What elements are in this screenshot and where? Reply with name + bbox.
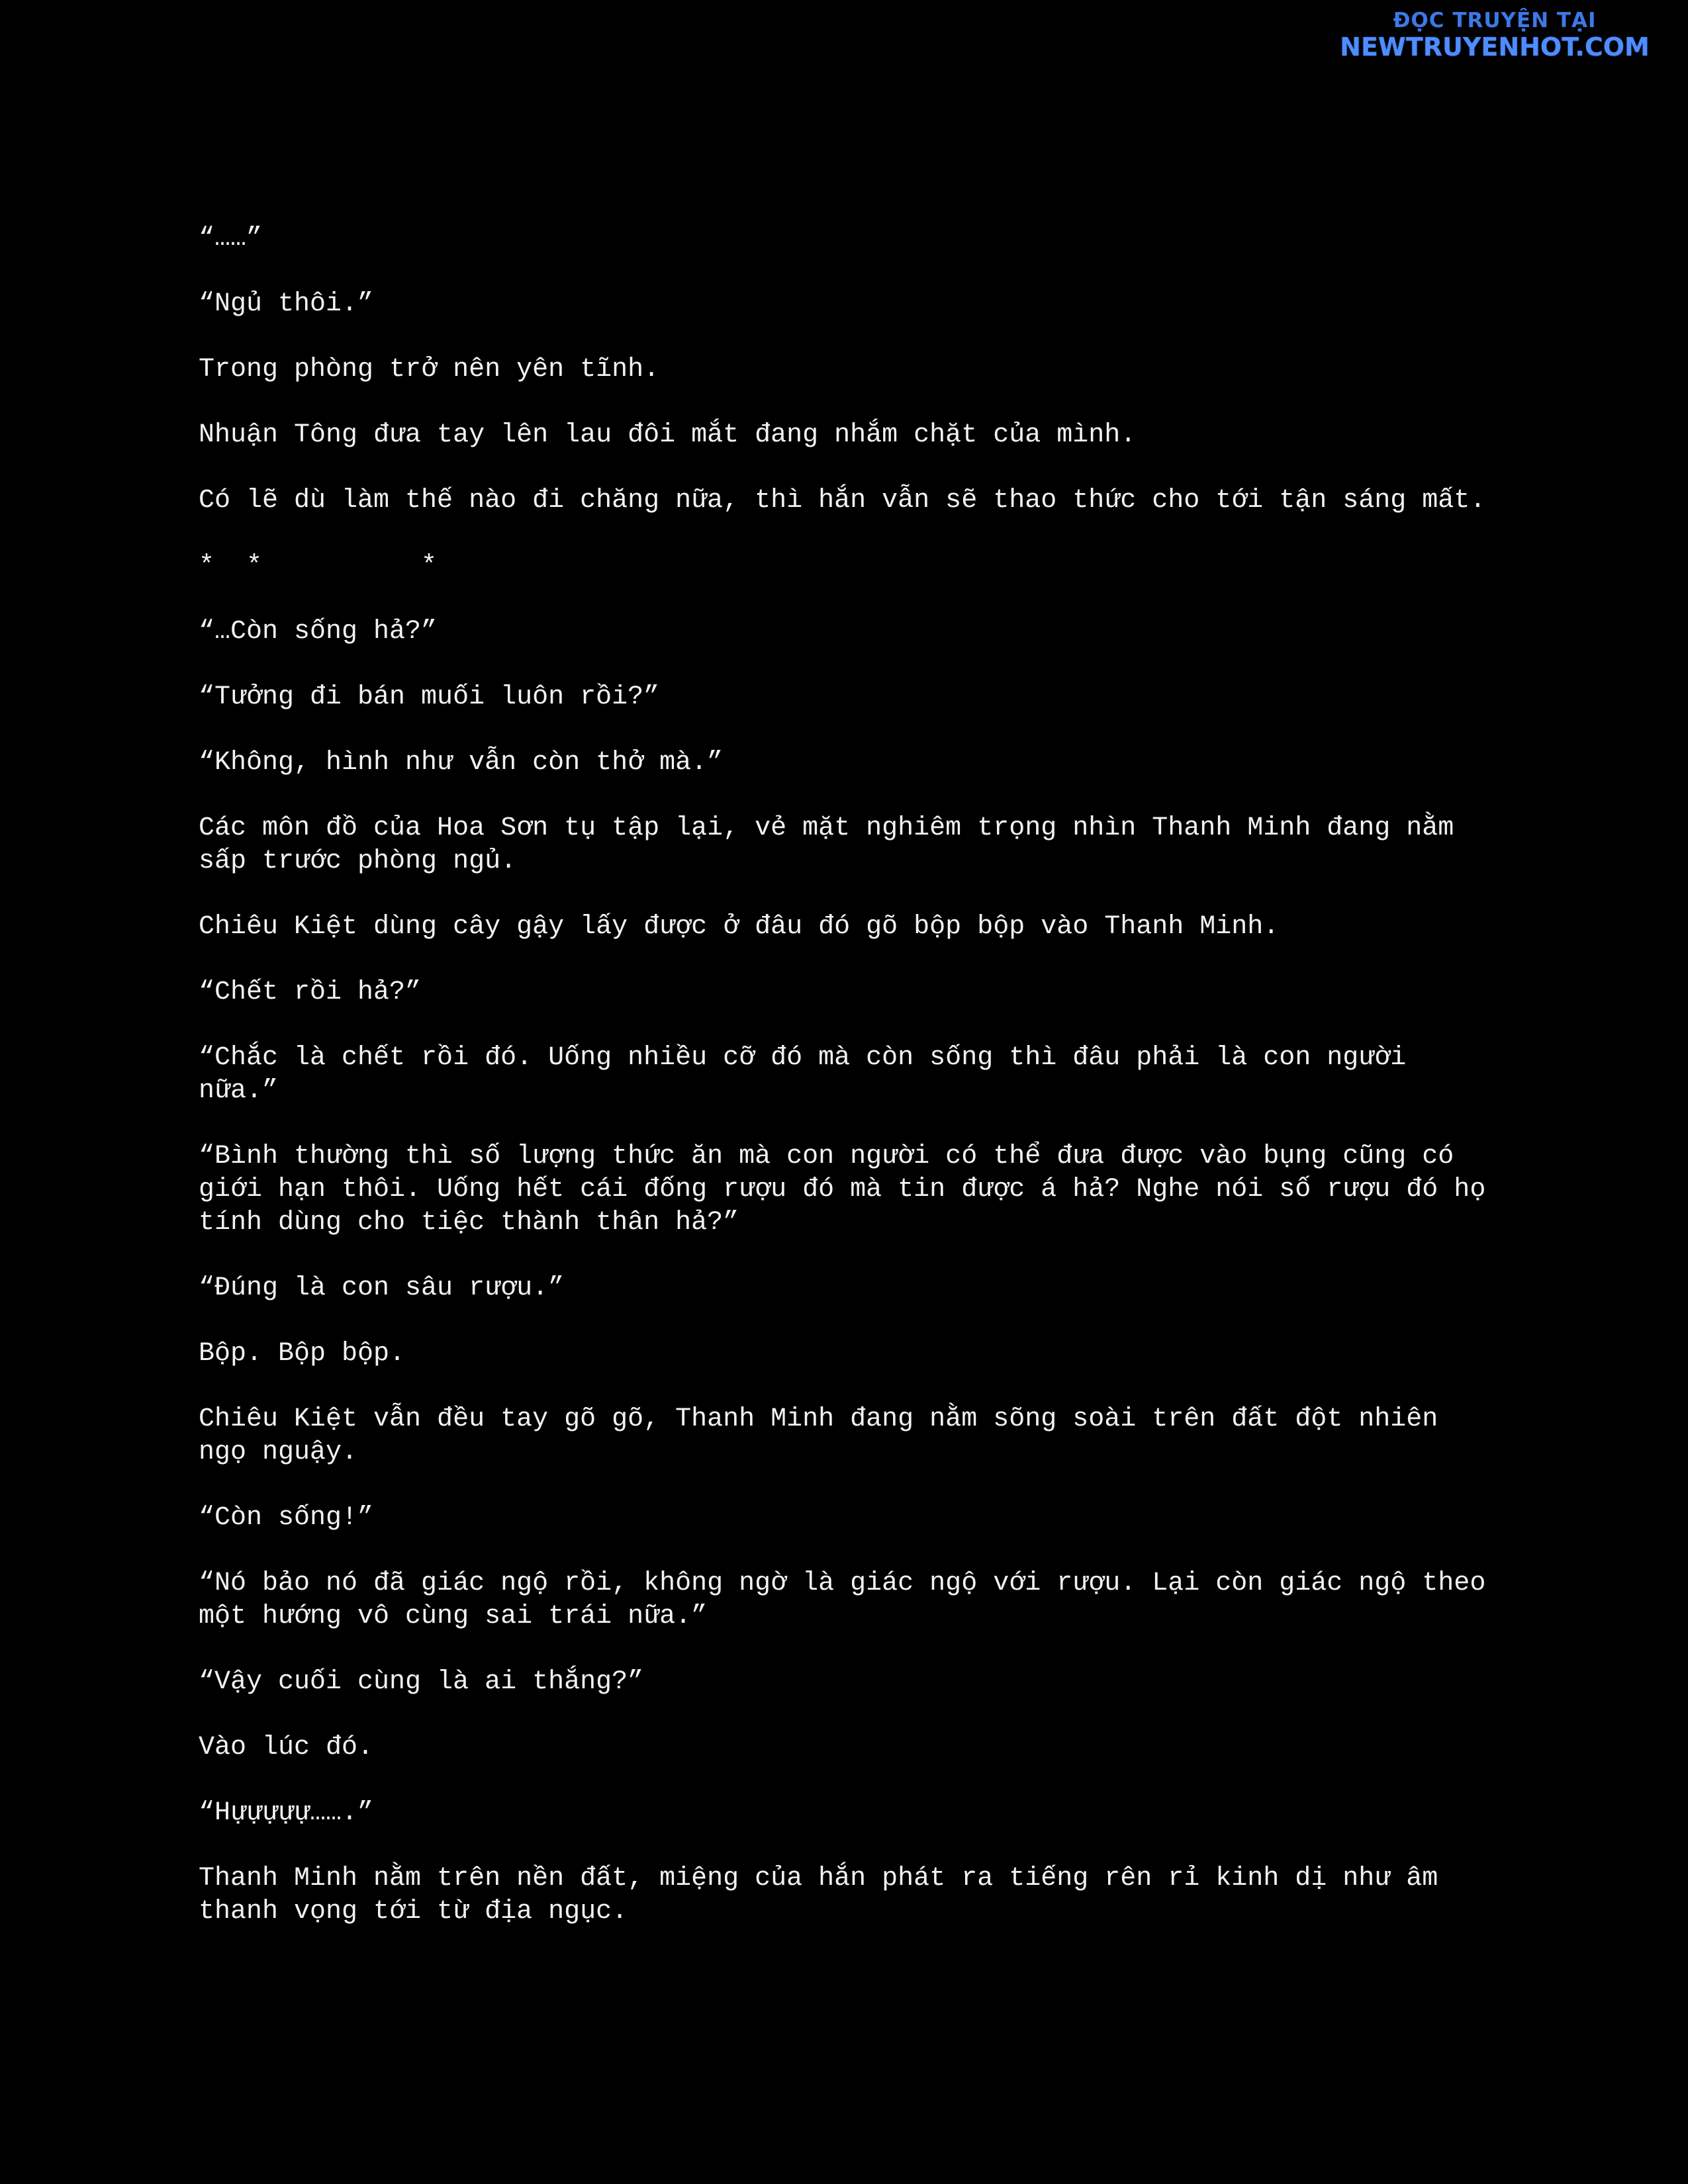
paragraph: “Hựựựựự…….” (199, 1798, 374, 1828)
paragraph: Trong phòng trở nên yên tĩnh. (199, 355, 660, 385)
watermark-site-name: NEWTRUYENHOT.COM (1340, 32, 1650, 62)
paragraph: “……” (199, 224, 263, 253)
paragraph: Bộp. Bộp bộp. (199, 1339, 406, 1369)
paragraph: Chiêu Kiệt vẫn đều tay gõ gõ, Thanh Minh đang nằm sõng soài trên đất đột nhiên ngọ nguậy. (199, 1404, 1454, 1467)
paragraph: Các môn đồ của Hoa Sơn tụ tập lại, vẻ mặt nghiêm trọng nhìn Thanh Minh đang nằm sấp trước phòng ngủ. (199, 813, 1470, 876)
paragraph: “Chết rồi hả?” (199, 978, 422, 1007)
paragraph: “Vậy cuối cùng là ai thắng?” (199, 1667, 644, 1697)
paragraph: “Tưởng đi bán muối luôn rồi?” (199, 682, 660, 712)
paragraph: Có lẽ dù làm thế nào đi chăng nữa, thì hắn vẫn sẽ thao thức cho tới tận sáng mất. (199, 486, 1486, 516)
paragraph: “Chắc là chết rồi đó. Uống nhiều cỡ đó mà còn sống thì đâu phải là con người nữa.” (199, 1043, 1423, 1106)
story-text (199, 222, 1502, 1961)
paragraph: “…Còn sống hả?” (199, 617, 438, 647)
paragraph: “Ngủ thôi.” (199, 289, 374, 319)
paragraph: Vào lúc đó. (199, 1733, 374, 1762)
site-watermark (1323, 9, 1667, 62)
paragraph: “Nó bảo nó đã giác ngộ rồi, không ngờ là giác ngộ với rượu. Lại còn giác ngộ theo một hướng vô cùng sai trái nữa.” (199, 1569, 1502, 1631)
paragraph: Chiêu Kiệt dùng cây gậy lấy được ở đâu đó gõ bộp bộp vào Thanh Minh. (199, 912, 1280, 942)
paragraph: “Đúng là con sâu rượu.” (199, 1273, 565, 1303)
paragraph: “Bình thường thì số lượng thức ăn mà con người có thể đưa được vào bụng cũng có giới hạn thôi. Uống hết cái đống rượu đó mà tin được á hả? Nghe nói số rượu đó họ tính dùng cho tiệc thành thân hả?” (199, 1142, 1502, 1238)
paragraph: “Không, hình như vẫn còn thở mà.” (199, 748, 724, 778)
paragraph: Nhuận Tông đưa tay lên lau đôi mắt đang nhắm chặt của mình. (199, 420, 1137, 450)
paragraph: “Còn sống!” (199, 1503, 374, 1533)
scene-separator: * * * (199, 551, 438, 581)
paragraph: Thanh Minh nằm trên nền đất, miệng của hắn phát ra tiếng rên rỉ kinh dị như âm thanh vọng tới từ địa ngục. (199, 1864, 1454, 1927)
watermark-top-text: ĐỌC TRUYỆN TẠI (1393, 9, 1597, 32)
